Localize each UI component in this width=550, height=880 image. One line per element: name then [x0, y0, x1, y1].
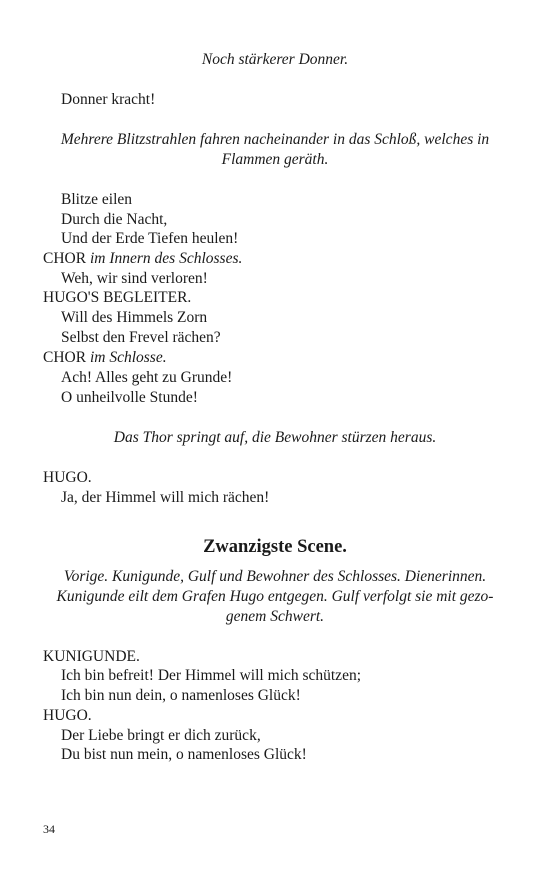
verse-line: Selbst den Frevel rächen?	[61, 329, 221, 346]
speaker-direction: im Schlosse.	[89, 349, 167, 366]
stage-direction: Noch stärkerer Donner.	[201, 51, 349, 68]
stage-direction: Mehrere Blitzstrahlen fahren nacheinander in das Schloß, welches in	[60, 131, 490, 148]
stage-direction: Kunigunde eilt dem Grafen Hugo entgegen. Gulf verfolgt sie mit gezo-	[56, 588, 494, 605]
speaker-name: CHOR	[43, 349, 87, 366]
speaker-name: CHOR	[43, 250, 87, 267]
scene-heading: Zwanzigste Scene.	[203, 537, 347, 557]
speaker-name: HUGO.	[43, 469, 92, 486]
speaker-line	[43, 249, 242, 269]
verse-line: Will des Himmels Zorn	[61, 309, 208, 326]
speaker-name: KUNIGUNDE.	[43, 648, 140, 665]
verse-line: Und der Erde Tiefen heulen!	[61, 230, 239, 247]
verse-line: Weh, wir sind verloren!	[61, 270, 208, 287]
page-number: 34	[43, 822, 55, 836]
verse-line: Blitze eilen	[61, 191, 133, 208]
speaker-direction: im Innern des Schlosses.	[89, 250, 243, 267]
stage-direction: Das Thor springt auf, die Bewohner stürzen heraus.	[113, 429, 437, 446]
speaker-name: HUGO'S BEGLEITER.	[43, 289, 192, 306]
stage-direction: genem Schwert.	[225, 608, 325, 625]
stage-direction: Flammen geräth.	[221, 151, 329, 168]
speaker-line	[43, 348, 167, 368]
verse-line: Ich bin nun dein, o namenloses Glück!	[61, 687, 301, 704]
stage-direction: Vorige. Kunigunde, Gulf und Bewohner des Schlosses. Dienerinnen.	[63, 568, 487, 585]
verse-line: Donner kracht!	[61, 91, 156, 108]
verse-line: O unheilvolle Stunde!	[61, 389, 198, 406]
verse-line: Du bist nun mein, o namenloses Glück!	[61, 746, 307, 763]
verse-line: Ja, der Himmel will mich rächen!	[61, 489, 270, 506]
verse-line: Durch die Nacht,	[61, 211, 168, 228]
verse-line: Der Liebe bringt er dich zurück,	[61, 727, 261, 744]
speaker-name: HUGO.	[43, 707, 92, 724]
verse-line: Ich bin befreit! Der Himmel will mich schützen;	[61, 667, 362, 684]
verse-line: Ach! Alles geht zu Grunde!	[61, 369, 233, 386]
